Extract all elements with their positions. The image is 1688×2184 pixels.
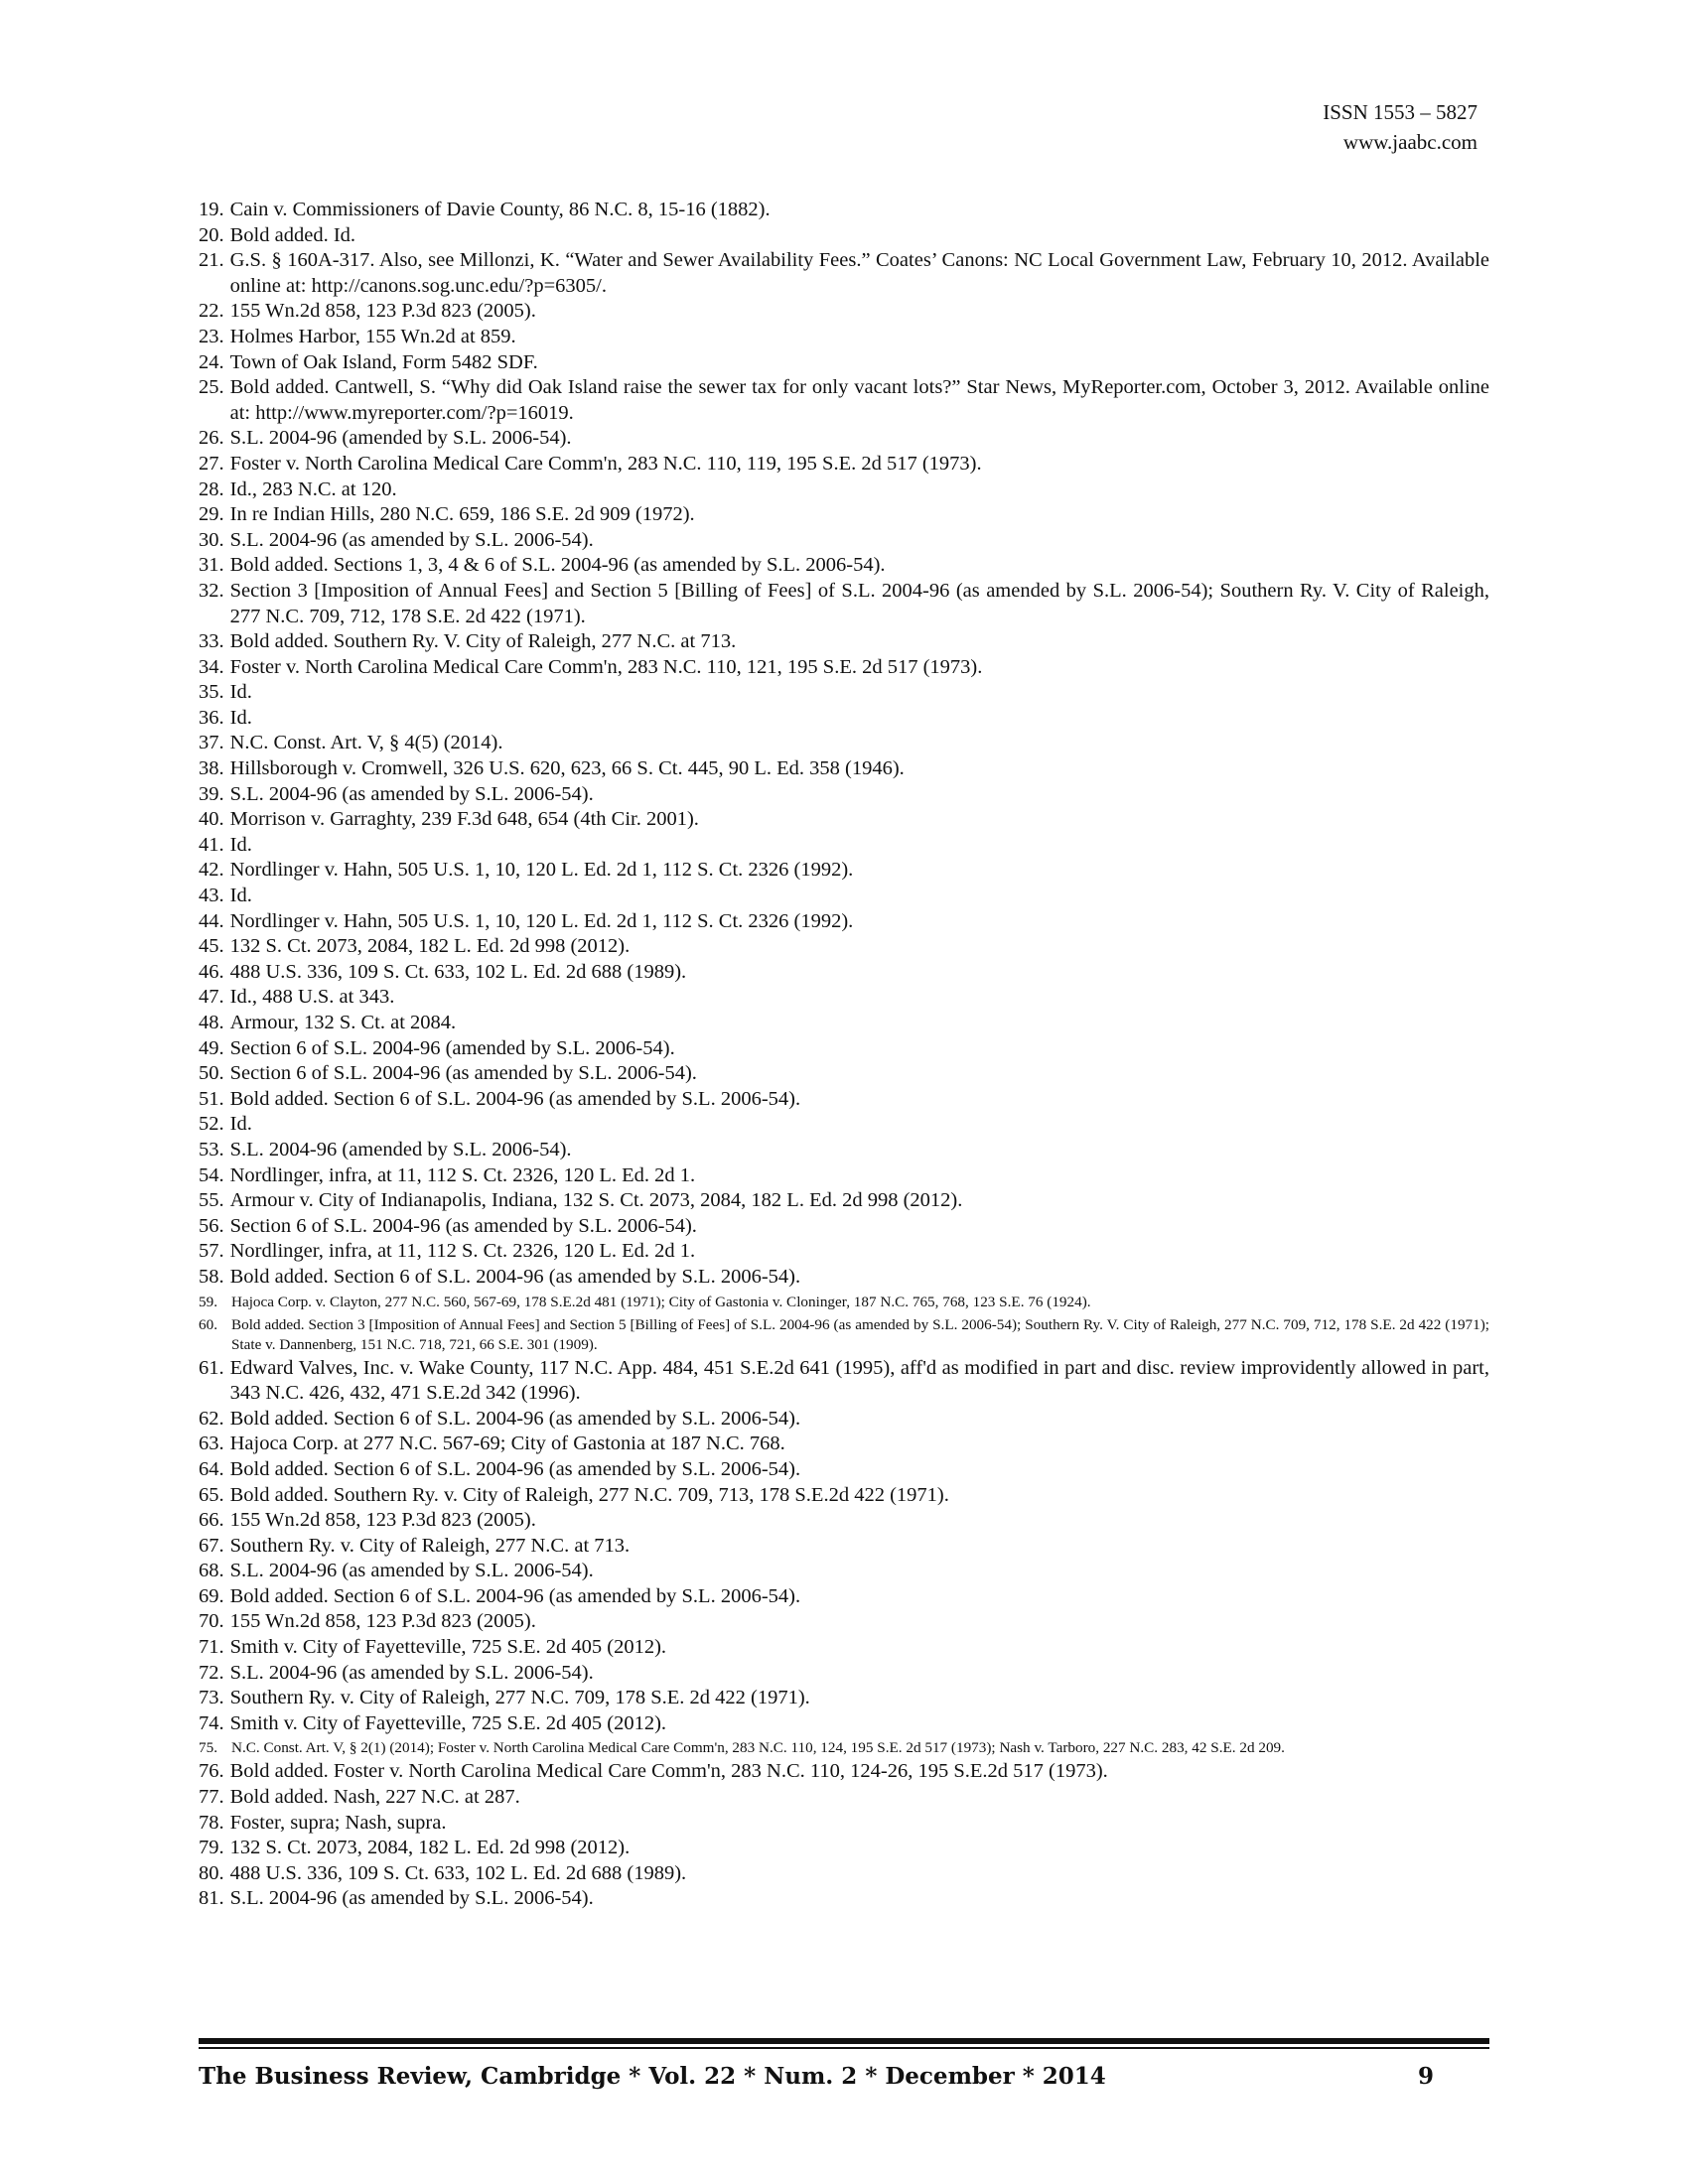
endnote-item	[199, 1584, 1489, 1610]
website-link[interactable]: www.jaabc.com	[1342, 130, 1477, 154]
endnote-text: Smith v. City of Fayetteville, 725 S.E. 2d 405 (2012).	[229, 1636, 667, 1659]
endnote-text: 155 Wn.2d 858, 123 P.3d 823 (2005).	[229, 1610, 536, 1633]
endnote-text: Bold added. Sections 1, 3, 4 & 6 of S.L. 2004-96 (as amended by S.L. 2006-54).	[229, 554, 886, 577]
endnote-number: 65.	[199, 1483, 224, 1506]
footer-rule	[199, 2038, 1489, 2044]
endnote-number: 79.	[199, 1837, 224, 1859]
endnote-text: Bold added. Section 3 [Imposition of Annual Fees] and Section 5 [Billing of Fees] of S.L. 2004-96 (as amended by S.L. 2006-54); Southern Ry. V. City of Raleigh, 277 N.C. 709, 712, 178 S.E. 2d 422 (1971); State v. Dannenberg, 151 N.C. 718, 721, 66 S.E. 301 (1909).	[230, 1315, 1489, 1353]
endnote-text: Bold added. Section 6 of S.L. 2004-96 (as amended by S.L. 2006-54).	[229, 1584, 801, 1607]
endnote-text: Section 6 of S.L. 2004-96 (amended by S.L. 2006-54).	[229, 1036, 675, 1059]
endnote-item	[199, 655, 1489, 681]
endnote-number: 22.	[199, 300, 224, 323]
endnote-item	[199, 579, 1489, 629]
endnote-text: Bold added. Section 6 of S.L. 2004-96 (as amended by S.L. 2006-54).	[229, 1087, 801, 1110]
endnote-text: Id.	[229, 1113, 252, 1136]
endnote-number: 25.	[199, 376, 224, 399]
endnote-item	[199, 1188, 1489, 1214]
endnote-number: 33.	[199, 630, 224, 653]
endnote-item	[199, 1736, 1489, 1759]
endnote-text: Armour v. City of Indianapolis, Indiana, 132 S. Ct. 2073, 2084, 182 L. Ed. 2d 998 (2012).	[229, 1189, 963, 1212]
endnote-number: 50.	[199, 1062, 224, 1085]
endnote-number: 78.	[199, 1811, 224, 1834]
endnote-item	[199, 1265, 1489, 1291]
endnote-text: Bold added. Section 6 of S.L. 2004-96 (as amended by S.L. 2006-54).	[229, 1407, 801, 1430]
endnote-text: Bold added. Southern Ry. V. City of Raleigh, 277 N.C. at 713.	[229, 630, 737, 653]
endnote-item	[199, 1661, 1489, 1687]
endnote-item	[199, 553, 1489, 579]
endnote-text: Section 6 of S.L. 2004-96 (as amended by S.L. 2006-54).	[229, 1214, 697, 1237]
endnote-number: 69.	[199, 1584, 224, 1607]
endnote-item	[199, 1291, 1489, 1313]
endnote-item	[199, 1811, 1489, 1837]
endnote-item	[199, 934, 1489, 960]
endnote-number: 23.	[199, 325, 224, 347]
endnote-text: Section 6 of S.L. 2004-96 (as amended by S.L. 2006-54).	[229, 1062, 697, 1085]
endnote-item	[199, 960, 1489, 986]
endnote-number: 47.	[199, 986, 224, 1009]
endnote-number: 57.	[199, 1240, 224, 1263]
endnote-item	[199, 248, 1489, 299]
footer-rule-thin	[199, 2047, 1489, 2049]
endnote-number: 27.	[199, 452, 224, 475]
endnote-number: 43.	[199, 885, 224, 907]
endnote-number: 29.	[199, 503, 224, 526]
endnote-number: 66.	[199, 1509, 224, 1532]
endnote-item	[199, 1457, 1489, 1483]
endnote-item	[199, 1239, 1489, 1265]
endnote-item	[199, 629, 1489, 655]
endnote-number: 32.	[199, 579, 224, 602]
endnote-number: 74.	[199, 1711, 224, 1734]
endnote-number: 36.	[199, 706, 224, 729]
page-header	[1323, 97, 1477, 157]
endnote-item	[199, 756, 1489, 782]
endnote-item	[199, 1559, 1489, 1584]
endnote-item	[199, 198, 1489, 223]
endnote-text: 155 Wn.2d 858, 123 P.3d 823 (2005).	[229, 300, 536, 323]
endnote-text: 488 U.S. 336, 109 S. Ct. 633, 102 L. Ed. 2d 688 (1989).	[229, 960, 687, 983]
endnote-number: 39.	[199, 782, 224, 805]
endnote-number: 70.	[199, 1610, 224, 1633]
endnote-number: 38.	[199, 757, 224, 780]
endnote-number: 26.	[199, 427, 224, 450]
endnote-item	[199, 223, 1489, 249]
endnote-number: 53.	[199, 1138, 224, 1160]
endnote-text: S.L. 2004-96 (as amended by S.L. 2006-54).	[229, 528, 594, 551]
endnote-number: 20.	[199, 223, 224, 246]
endnote-number: 21.	[199, 249, 224, 272]
endnote-text: S.L. 2004-96 (as amended by S.L. 2006-54).	[229, 782, 594, 805]
endnote-text: Edward Valves, Inc. v. Wake County, 117 N.C. App. 484, 451 S.E.2d 641 (1995), aff'd as modified in part and disc. review improvidently allowed in part, 343 N.C. 426, 432, 471 S.E.2d 342 (1996).	[229, 1356, 1489, 1405]
endnote-text: Hajoca Corp. at 277 N.C. 567-69; City of Gastonia at 187 N.C. 768.	[229, 1433, 785, 1455]
endnote-number: 56.	[199, 1214, 224, 1237]
endnote-number: 35.	[199, 681, 224, 704]
endnote-item	[199, 325, 1489, 350]
endnote-number: 61.	[199, 1356, 224, 1379]
endnote-text: Southern Ry. v. City of Raleigh, 277 N.C. 709, 178 S.E. 2d 422 (1971).	[229, 1687, 810, 1709]
endnote-text: Holmes Harbor, 155 Wn.2d at 859.	[229, 325, 516, 347]
endnote-item	[199, 1886, 1489, 1912]
endnote-item	[199, 731, 1489, 756]
endnote-item	[199, 1356, 1489, 1407]
endnote-item	[199, 1138, 1489, 1163]
endnote-text: Foster v. North Carolina Medical Care Comm'n, 283 N.C. 110, 121, 195 S.E. 2d 517 (1973).	[229, 655, 983, 678]
endnote-item	[199, 1112, 1489, 1138]
endnote-text: S.L. 2004-96 (amended by S.L. 2006-54).	[229, 427, 572, 450]
endnote-number: 81.	[199, 1887, 224, 1910]
endnote-number: 63.	[199, 1433, 224, 1455]
endnote-item	[199, 478, 1489, 503]
endnote-number: 51.	[199, 1087, 224, 1110]
endnote-number: 71.	[199, 1636, 224, 1659]
endnote-item	[199, 1635, 1489, 1661]
endnote-number: 76.	[199, 1760, 224, 1783]
endnote-item	[199, 1785, 1489, 1811]
endnote-item	[199, 502, 1489, 528]
endnote-number: 30.	[199, 528, 224, 551]
endnote-item	[199, 452, 1489, 478]
endnote-item	[199, 1061, 1489, 1087]
endnote-text: 155 Wn.2d 858, 123 P.3d 823 (2005).	[229, 1509, 536, 1532]
endnote-text: Smith v. City of Fayetteville, 725 S.E. 2d 405 (2012).	[229, 1711, 667, 1734]
endnote-item	[199, 299, 1489, 325]
endnote-text: Id.	[229, 885, 252, 907]
endnote-number: 52.	[199, 1113, 224, 1136]
endnote-text: Cain v. Commissioners of Davie County, 86 N.C. 8, 15-16 (1882).	[229, 199, 771, 220]
endnote-number: 40.	[199, 808, 224, 831]
endnote-item	[199, 985, 1489, 1011]
endnote-item	[199, 1313, 1489, 1356]
journal-citation: The Business Review, Cambridge * Vol. 22 * Num. 2 * December * 2014	[199, 2063, 1106, 2090]
endnote-item	[199, 909, 1489, 935]
endnote-text: Id., 283 N.C. at 120.	[229, 478, 397, 500]
endnote-item	[199, 680, 1489, 706]
endnote-text: Nordlinger v. Hahn, 505 U.S. 1, 10, 120 L. Ed. 2d 1, 112 S. Ct. 2326 (1992).	[229, 859, 854, 882]
endnote-item	[199, 1836, 1489, 1861]
endnote-item	[199, 1214, 1489, 1240]
endnote-number: 67.	[199, 1534, 224, 1557]
endnote-text: G.S. § 160A-317. Also, see Millonzi, K. “Water and Sewer Availability Fees.” Coates’ Canons: NC Local Government Law, February 10, 2012. Available online at: http://canons.sog.unc.edu/?p=6305/.	[229, 249, 1489, 297]
endnote-text: S.L. 2004-96 (as amended by S.L. 2006-54).	[229, 1887, 594, 1910]
endnote-text: Bold added. Section 6 of S.L. 2004-96 (as amended by S.L. 2006-54).	[229, 1457, 801, 1480]
endnote-text: 132 S. Ct. 2073, 2084, 182 L. Ed. 2d 998 (2012).	[229, 935, 631, 958]
endnote-number: 80.	[199, 1861, 224, 1884]
endnote-text: Section 3 [Imposition of Annual Fees] and Section 5 [Billing of Fees] of S.L. 2004-96 (as amended by S.L. 2006-54); Southern Ry. V. City of Raleigh, 277 N.C. 709, 712, 178 S.E. 2d 422 (1971).	[229, 579, 1489, 627]
endnote-text: Nordlinger, infra, at 11, 112 S. Ct. 2326, 120 L. Ed. 2d 1.	[229, 1240, 696, 1263]
endnote-item	[199, 375, 1489, 426]
endnote-text: Hillsborough v. Cromwell, 326 U.S. 620, 623, 66 S. Ct. 445, 90 L. Ed. 358 (1946).	[229, 757, 905, 780]
issn-label: ISSN 1553 – 5827	[1323, 100, 1477, 124]
endnote-number: 77.	[199, 1786, 224, 1809]
endnote-text: N.C. Const. Art. V, § 2(1) (2014); Foster v. North Carolina Medical Care Comm'n, 283 N.C. 110, 124, 195 S.E. 2d 517 (1973); Nash v. Tarboro, 227 N.C. 283, 42 S.E. 2d 209.	[230, 1739, 1285, 1757]
endnote-number: 24.	[199, 350, 224, 373]
endnote-text: 488 U.S. 336, 109 S. Ct. 633, 102 L. Ed. 2d 688 (1989).	[229, 1861, 687, 1884]
endnote-item	[199, 782, 1489, 808]
endnote-item	[199, 833, 1489, 859]
endnote-number: 31.	[199, 554, 224, 577]
endnote-text: Id.	[229, 681, 252, 704]
endnote-item	[199, 807, 1489, 833]
endnote-number: 45.	[199, 935, 224, 958]
endnote-text: Bold added. Foster v. North Carolina Medical Care Comm'n, 283 N.C. 110, 124-26, 195 S.E.2d 517 (1973).	[229, 1760, 1108, 1783]
endnote-number: 68.	[199, 1560, 224, 1582]
endnote-item	[199, 1861, 1489, 1887]
endnote-text: Bold added. Cantwell, S. “Why did Oak Island raise the sewer tax for only vacant lots?” Star News, MyReporter.com, October 3, 2012. Available online at: http://www.myreporter.com/?p=16019.	[229, 376, 1489, 424]
endnote-item	[199, 858, 1489, 884]
endnote-text: Foster, supra; Nash, supra.	[229, 1811, 447, 1834]
endnote-text: Morrison v. Garraghty, 239 F.3d 648, 654 (4th Cir. 2001).	[229, 808, 699, 831]
endnote-number: 75.	[199, 1739, 217, 1757]
endnote-number: 28.	[199, 478, 224, 500]
endnote-text: Foster v. North Carolina Medical Care Comm'n, 283 N.C. 110, 119, 195 S.E. 2d 517 (1973).	[229, 452, 982, 475]
endnote-item	[199, 1036, 1489, 1062]
endnote-number: 62.	[199, 1407, 224, 1430]
endnote-text: Nordlinger, infra, at 11, 112 S. Ct. 2326, 120 L. Ed. 2d 1.	[229, 1163, 696, 1186]
endnote-item	[199, 1432, 1489, 1457]
endnote-number: 49.	[199, 1036, 224, 1059]
endnote-item	[199, 528, 1489, 554]
endnote-text: Bold added. Id.	[229, 223, 356, 246]
endnote-text: S.L. 2004-96 (amended by S.L. 2006-54).	[229, 1138, 572, 1160]
endnote-item	[199, 350, 1489, 376]
endnote-item	[199, 884, 1489, 909]
endnote-item	[199, 1163, 1489, 1189]
endnote-number: 19.	[199, 199, 224, 220]
endnote-number: 73.	[199, 1687, 224, 1709]
endnote-text: S.L. 2004-96 (as amended by S.L. 2006-54).	[229, 1661, 594, 1684]
endnote-text: Id., 488 U.S. at 343.	[229, 986, 395, 1009]
endnote-text: S.L. 2004-96 (as amended by S.L. 2006-54).	[229, 1560, 594, 1582]
endnote-number: 48.	[199, 1012, 224, 1033]
endnote-text: Southern Ry. v. City of Raleigh, 277 N.C. at 713.	[229, 1534, 631, 1557]
endnote-item	[199, 1011, 1489, 1036]
endnote-number: 34.	[199, 655, 224, 678]
endnote-text: Bold added. Southern Ry. v. City of Raleigh, 277 N.C. 709, 713, 178 S.E.2d 422 (1971).	[229, 1483, 949, 1506]
endnote-item	[199, 426, 1489, 452]
page-number: 9	[1418, 2063, 1435, 2090]
endnote-text: 132 S. Ct. 2073, 2084, 182 L. Ed. 2d 998 (2012).	[229, 1837, 631, 1859]
endnote-text: Id.	[229, 706, 252, 729]
endnote-item	[199, 1534, 1489, 1560]
endnote-number: 58.	[199, 1265, 224, 1288]
endnote-number: 42.	[199, 859, 224, 882]
endnote-number: 54.	[199, 1163, 224, 1186]
endnote-number: 37.	[199, 732, 224, 754]
endnote-item	[199, 1483, 1489, 1509]
endnote-item	[199, 1711, 1489, 1737]
endnote-number: 41.	[199, 833, 224, 856]
endnote-number: 72.	[199, 1661, 224, 1684]
endnote-text: Bold added. Nash, 227 N.C. at 287.	[229, 1786, 520, 1809]
endnote-text: Hajoca Corp. v. Clayton, 277 N.C. 560, 567-69, 178 S.E.2d 481 (1971); City of Gastonia v. Cloninger, 187 N.C. 765, 768, 123 S.E. 76 (1924).	[230, 1293, 1091, 1310]
endnote-number: 60.	[199, 1315, 217, 1333]
endnote-item	[199, 1407, 1489, 1433]
endnote-number: 44.	[199, 909, 224, 932]
endnotes-list	[199, 198, 1489, 1912]
endnote-number: 64.	[199, 1457, 224, 1480]
endnote-item	[199, 706, 1489, 732]
endnote-number: 46.	[199, 960, 224, 983]
endnote-number: 55.	[199, 1189, 224, 1212]
endnote-text: Id.	[229, 833, 252, 856]
endnote-text: Bold added. Section 6 of S.L. 2004-96 (as amended by S.L. 2006-54).	[229, 1265, 801, 1288]
endnote-text: N.C. Const. Art. V, § 4(5) (2014).	[229, 732, 503, 754]
endnote-item	[199, 1759, 1489, 1785]
endnote-item	[199, 1686, 1489, 1711]
endnote-text: Nordlinger v. Hahn, 505 U.S. 1, 10, 120 L. Ed. 2d 1, 112 S. Ct. 2326 (1992).	[229, 909, 854, 932]
endnote-number: 59.	[199, 1293, 217, 1310]
endnote-text: Town of Oak Island, Form 5482 SDF.	[229, 350, 538, 373]
endnote-text: In re Indian Hills, 280 N.C. 659, 186 S.E. 2d 909 (1972).	[229, 503, 695, 526]
endnote-item	[199, 1087, 1489, 1113]
endnote-text: Armour, 132 S. Ct. at 2084.	[229, 1012, 457, 1033]
endnote-item	[199, 1508, 1489, 1534]
endnote-item	[199, 1609, 1489, 1635]
